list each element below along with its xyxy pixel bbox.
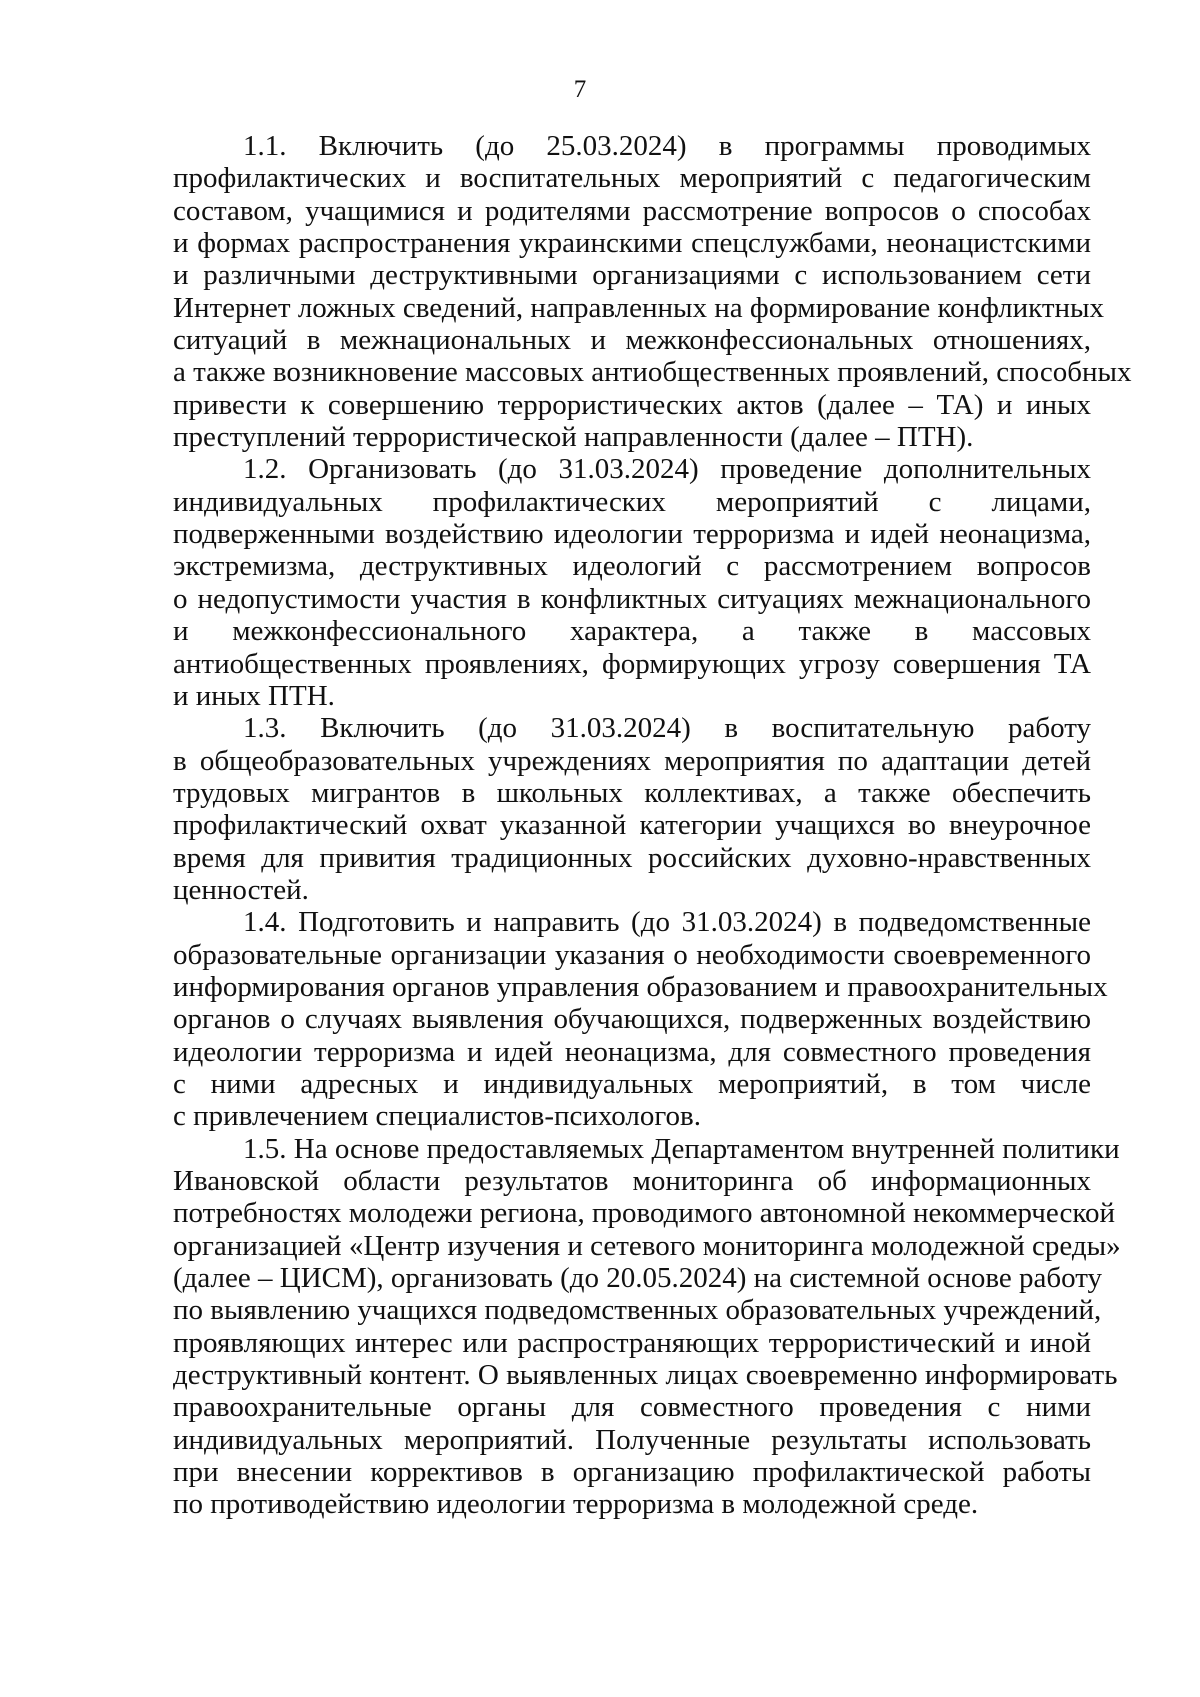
paragraph-1 — [173, 130, 1132, 454]
text-line: органов о случаях выявления обучающихся, подверженных воздействию — [173, 1003, 1091, 1036]
text-line: а также возникновение массовых антиобщественных проявлений, способных — [173, 356, 1132, 389]
text-line: и формах распространения украинскими спецслужбами, неонацистскими — [173, 227, 1091, 260]
paragraph-2 — [173, 453, 1091, 712]
text-line: информирования органов управления образованием и правоохранительных — [173, 970, 1108, 1003]
text-line: привести к совершению террористических актов (далее – ТА) и иных — [173, 388, 1091, 421]
text-line: преступлений террористической направленности (далее – ПТН). — [173, 421, 974, 454]
text-line: в общеобразовательных учреждениях мероприятия по адаптации детей — [173, 744, 1091, 777]
text-line: деструктивный контент. О выявленных лицах своевременно информировать — [173, 1359, 1118, 1392]
text-line: по выявлению учащихся подведомственных образовательных учреждений, — [173, 1294, 1102, 1327]
text-line: с ними адресных и индивидуальных мероприятий, в том числе — [173, 1067, 1091, 1100]
text-line: профилактический охват указанной категории учащихся во внеурочное — [173, 809, 1091, 842]
text-line: 1.4. Подготовить и направить (до 31.03.2024) в подведомственные — [243, 906, 1091, 939]
text-line: по противодействию идеологии терроризма в молодежной среде. — [173, 1488, 979, 1521]
text-line: образовательные организации указания о необходимости своевременного — [173, 938, 1091, 971]
text-line: организацией «Центр изучения и сетевого мониторинга молодежной среды» — [173, 1229, 1121, 1262]
text-line: индивидуальных мероприятий. Полученные результаты использовать — [173, 1423, 1091, 1456]
text-line: ситуаций в межнациональных и межконфессиональных отношениях, — [173, 324, 1091, 357]
text-line: экстремизма, деструктивных идеологий с рассмотрением вопросов — [173, 550, 1091, 583]
page-number: 7 — [573, 76, 587, 103]
text-line: 1.3. Включить (до 31.03.2024) в воспитательную работу — [243, 712, 1091, 745]
text-line: проявляющих интерес или распространяющих террористический и иной — [173, 1326, 1091, 1359]
text-line: Интернет ложных сведений, направленных на формирование конфликтных — [173, 291, 1105, 324]
text-line: идеологии терроризма и идей неонацизма, для совместного проведения — [173, 1035, 1091, 1068]
text-line: трудовых мигрантов в школьных коллективах, а также обеспечить — [173, 776, 1091, 809]
text-line: и межконфессионального характера, а также в массовых — [173, 615, 1091, 648]
text-line: при внесении коррективов в организацию профилактической работы — [173, 1456, 1091, 1489]
text-line: потребностях молодежи региона, проводимого автономной некоммерческой — [173, 1197, 1115, 1230]
text-line: профилактических и воспитательных мероприятий с педагогическим — [173, 162, 1091, 195]
text-line: (далее – ЦИСМ), организовать (до 20.05.2024) на системной основе работу — [173, 1262, 1103, 1295]
text-line: Ивановской области результатов мониторинга об информационных — [173, 1165, 1091, 1197]
text-line: составом, учащимися и родителями рассмотрение вопросов о способах — [173, 194, 1091, 227]
paragraph-3 — [173, 712, 1091, 906]
text-line: 1.2. Организовать (до 31.03.2024) проведение дополнительных — [243, 453, 1091, 486]
text-line: ценностей. — [173, 873, 309, 906]
text-line: и иных ПТН. — [173, 679, 335, 712]
text-line: правоохранительные органы для совместного проведения с ними — [173, 1391, 1091, 1424]
document-body — [173, 130, 1132, 1521]
text-line: индивидуальных профилактических мероприятий с лицами, — [173, 485, 1091, 518]
paragraph-5 — [173, 1132, 1121, 1521]
text-line: 1.1. Включить (до 25.03.2024) в программы проводимых — [243, 130, 1091, 162]
text-line: подверженными воздействию идеологии терроризма и идей неонацизма, — [173, 518, 1091, 551]
text-line: с привлечением специалистов-психологов. — [173, 1100, 702, 1133]
text-line: 1.5. На основе предоставляемых Департаментом внутренней политики — [243, 1132, 1120, 1165]
text-line: о недопустимости участия в конфликтных ситуациях межнационального — [173, 582, 1091, 615]
text-line: время для привития традиционных российских духовно-нравственных — [173, 841, 1091, 874]
text-line: антиобщественных проявлениях, формирующих угрозу совершения ТА — [173, 647, 1091, 680]
paragraph-4 — [173, 906, 1108, 1133]
text-line: и различными деструктивными организациями с использованием сети — [173, 259, 1091, 292]
